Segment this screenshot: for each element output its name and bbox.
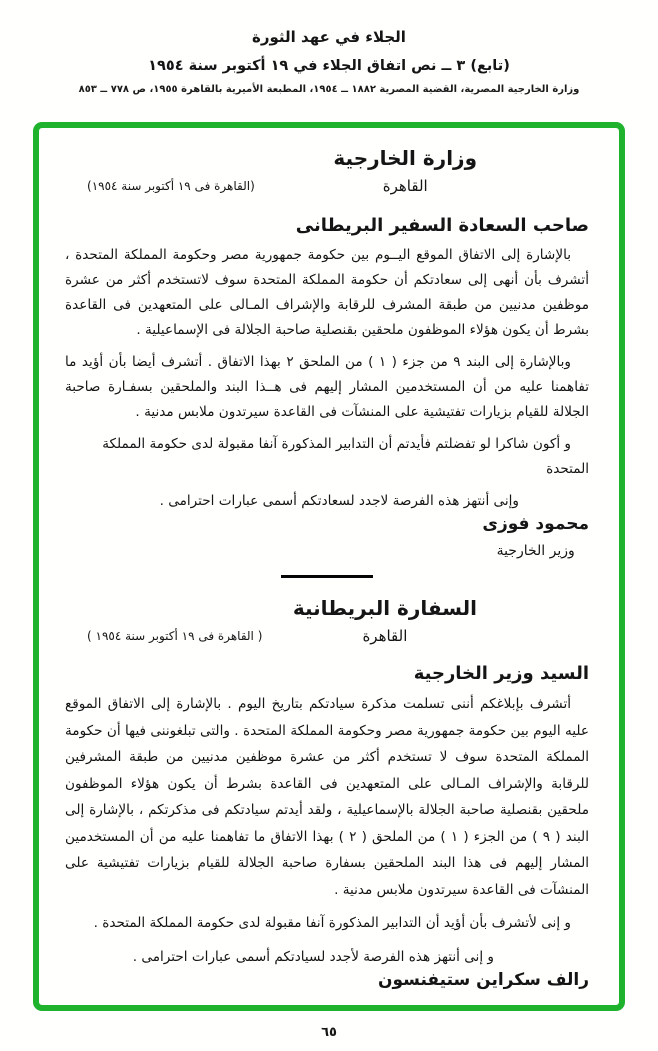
page-number: ٦٥ bbox=[321, 1025, 337, 1040]
letter1-closing-line-2: وإنى أنتهز هذه الفرصة لاجدد لسعادتكم أسمى عبارات احترامى . bbox=[159, 493, 519, 509]
letter-date: ( القاهرة فى ١٩ أكتوبر سنة ١٩٥٤ ) bbox=[87, 629, 263, 643]
letter2-closing-line-2: و إنى أنتهز هذه الفرصة لأجدد لسيادتكم أسمى عبارات احترامى . bbox=[132, 948, 494, 965]
signature-inner bbox=[482, 514, 589, 559]
signature-inner bbox=[378, 970, 589, 990]
sender-name: وزارة الخارجية bbox=[333, 146, 477, 170]
letter-egyptian-ministry bbox=[65, 146, 589, 578]
salutation-ambassador: صاحب السعادة السفير البريطانى bbox=[295, 215, 589, 236]
letter1-paragraph-2: وبالإشارة إلى البند ٩ من جزء ( ١ ) من الملحق ٢ بهذا الاتفاق . أتشرف أيضا بأن أؤيد ما تفاهمنا عليه من أن المستخدمين المشار إليهم فى هــذا البند والملحقين بسفـارة صاحبة الجلالة للقيام بزيارات تفتيشية على المنشآت فى القاعدة سيرتدون ملابس مدنية . bbox=[65, 354, 589, 420]
page-header bbox=[0, 0, 658, 95]
signature-block-stevenson bbox=[65, 970, 589, 990]
letter-british-embassy bbox=[65, 596, 589, 990]
letterhead-ministry bbox=[65, 146, 589, 195]
signature-block-fawzi bbox=[65, 514, 589, 559]
letterhead-embassy bbox=[65, 596, 589, 645]
document-subtitle: (تابع) ٣ ــ نص اتفاق الجلاء في ١٩ أكتوبر سنة ١٩٥٤ bbox=[148, 58, 510, 74]
letter2-closing-line-1: و إنى لأتشرف بأن أؤيد أن التدابير المذكورة آنفا مقبولة لدى حكومة المملكة المتحدة . bbox=[93, 915, 571, 931]
letterhead-center-block bbox=[333, 146, 477, 195]
salutation-minister: السيد وزير الخارجية bbox=[413, 663, 589, 684]
sender-name: السفارة البريطانية bbox=[292, 596, 477, 620]
letter1-paragraph-1: بالإشارة إلى الاتفاق الموقع اليــوم بين حكومة جمهورية مصر وحكومة المملكة المتحدة ، أتشرف بأن أنهى إلى سعادتكم أن حكومة المملكة المتحدة سوف لاتستخدم أكثر من عشرة موظفين مدنيين من طبقة المشرف للرقابة والإشراف المـالى على المتعهدين فى القاعدة بشرط أن يكون هؤلاء الموظفون ملحقين بقنصلية صاحبة الجلالة فى الإسماعيلية . bbox=[65, 247, 589, 338]
letter-date: (القاهرة فى ١٩ أكتوبر سنة ١٩٥٤) bbox=[87, 179, 255, 193]
sender-city: القاهرة bbox=[382, 177, 428, 195]
letterhead-center-block bbox=[293, 596, 477, 645]
letter2-paragraph-1: أتشرف بإبلاغكم أننى تسلمت مذكرة سيادتكم بتاريخ اليوم . بالإشارة إلى الاتفاق الموقع عليه اليوم بين حكومة جمهورية مصر وحكومة المملكة المتحدة . والتى تبلغوننى فيها أن حكومة المملكة المتحدة سوف لا تستخدم أكثر من عشرة موظفين مدنيين من طبقة المشرفين للرقابة والإشراف المـالى على المتعهدين فى القاعدة بشرط أن يكون هؤلاء الموظفون ملحقين بقنصلية صاحبة الجلالة بالإسماعيلية ، ولقد أيدتم سيادتكم فى مذكرتكم ، بالإشارة إلى البند ( ٩ ) من الجزء ( ١ ) من الملحق ( ٢ ) بهذا الاتفاق ما تفاهمنا عليه من أن المستخدمين المشار إليهم فى هذا البند الملحقين بسفارة صاحبة الجلالة للقيام بزيارات تفتيشية على المنشآت فى القاعدة سيرتدون ملابس مدنية . bbox=[65, 696, 589, 898]
sender-city: القاهرة bbox=[362, 627, 408, 645]
section-divider-rule bbox=[281, 575, 373, 578]
document-title: الجلاء في عهد الثورة bbox=[252, 28, 406, 46]
letter1-closing-line-1: و أكون شاكرا لو تفضلتم فأيدتم أن التدابير المذكورة آنفا مقبولة لدى حكومة المملكة المتحدة bbox=[102, 436, 589, 477]
signature-name-fawzi: محمود فوزى bbox=[482, 514, 589, 534]
green-frame bbox=[33, 122, 625, 1011]
signature-name-stevenson: رالف سكراين ستيفنسون bbox=[377, 970, 589, 990]
source-citation: وزارة الخارجية المصرية، القضية المصرية ١٨٨٢ ــ ١٩٥٤، المطبعة الأميرية بالقاهرة ١٩٥٥، ص ٧٧٨ ــ ٨٥٣ bbox=[78, 84, 580, 95]
signature-title-minister: وزير الخارجية bbox=[496, 543, 575, 559]
